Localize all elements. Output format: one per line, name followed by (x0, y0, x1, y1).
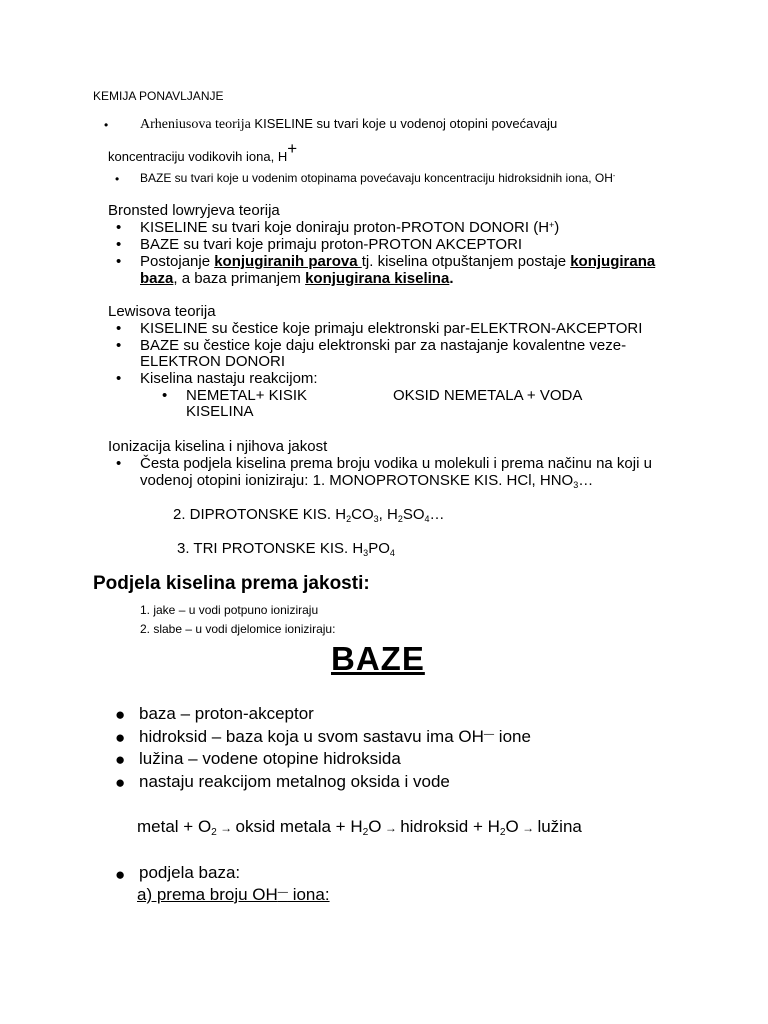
text: O (368, 817, 382, 836)
baze-item-2 (139, 727, 531, 747)
arrow: → (518, 821, 538, 835)
text: 2. DIPROTONSKE KIS. H (173, 506, 347, 523)
lewis-sub-item-reactants: NEMETAL+ KISIK (186, 387, 308, 404)
text: a) prema broju OH (137, 885, 278, 904)
bullet: • (104, 118, 109, 132)
ionization-item-1-line-1: Česta podjela kiselina prema broju vodika u molekuli i prema načinu na koji u (140, 455, 652, 472)
subscript: 4 (389, 547, 395, 558)
term-conjugate: konjugirana (570, 253, 656, 270)
arrhenius-line-2 (108, 139, 298, 166)
superscript: + (287, 139, 298, 159)
text: ione (494, 727, 531, 746)
superscript: — (483, 728, 495, 740)
superscript: + (549, 219, 555, 230)
baze-item-5: podjela baza: (139, 863, 241, 882)
reaction-equation (137, 817, 582, 837)
bronsted-item-2: BAZE su tvari koje primaju proton-PROTON AKCEPTORI (140, 236, 523, 253)
baze-sub-item-a (137, 885, 330, 905)
bronsted-item-1-end: ) (554, 219, 560, 236)
lewis-sub-item-acid: KISELINA (186, 403, 254, 420)
bullet: ● (115, 773, 126, 792)
bronsted-heading: Bronsted lowryjeva teorija (108, 202, 280, 219)
subscript: 3 (373, 513, 379, 524)
text: . (449, 270, 454, 287)
text: metal + O (137, 817, 212, 836)
triprotic-acids (177, 540, 395, 557)
text: oksid metala + H (235, 817, 363, 836)
text: hidroksid – baza koja u svom sastavu ima OH (139, 727, 484, 746)
text: Postojanje (140, 253, 215, 270)
term-conjugate-pairs: konjugiranih parova (214, 253, 362, 270)
bullet: ● (115, 865, 126, 884)
term-conjugate-acid: konjugirana kiselina (305, 270, 450, 287)
text: , a baza primanjem (173, 270, 306, 287)
bullet: ● (115, 705, 126, 724)
lewis-heading: Lewisova teorija (108, 303, 216, 320)
arrhenius-line-3 (140, 171, 615, 185)
text: iona: (287, 885, 330, 904)
bullet: • (116, 370, 122, 387)
bullet: • (116, 236, 122, 253)
arrhenius-line-3-text: BAZE su tvari koje u vodenim otopinama povećavaju koncentraciju hidroksidnih iona, OH (140, 171, 613, 185)
superscript: - (612, 171, 616, 181)
bullet: • (116, 219, 122, 236)
subscript: 2 (346, 513, 352, 524)
diprotic-acids (173, 506, 445, 523)
text: vodenoj otopini ioniziraju: 1. MONOPROTONSKE KIS. HCl, HNO (140, 472, 574, 489)
text: O (505, 817, 519, 836)
lewis-item-1: KISELINE su čestice koje primaju elektronski par-ELEKTRON-AKCEPTORI (140, 320, 643, 337)
lewis-sub-item-products: OKSID NEMETALA + VODA (393, 387, 583, 404)
arrow: → (381, 821, 401, 835)
strength-item-1: 1. jake – u vodi potpuno ioniziraju (140, 603, 319, 617)
baze-item-3: lužina – vodene otopine hidroksida (139, 749, 401, 768)
subscript: 3 (363, 547, 369, 558)
bullet: • (162, 387, 168, 404)
arrhenius-line-2-text: koncentraciju vodikovih iona, H (108, 149, 288, 164)
bullet: ● (115, 750, 126, 769)
arrow: → (216, 821, 236, 835)
text: tj. kiselina otpuštanjem postaje (361, 253, 571, 270)
bullet: ● (115, 728, 126, 747)
text: hidroksid + H (400, 817, 500, 836)
text: … (578, 472, 594, 489)
term-base: baza (140, 270, 174, 287)
text: … (429, 506, 445, 523)
bronsted-item-3-line-2 (140, 270, 453, 287)
text: lužina (537, 817, 582, 836)
document-title: KEMIJA PONAVLJANJE (93, 89, 224, 103)
bullet: • (115, 172, 120, 186)
superscript: — (277, 886, 288, 898)
bronsted-item-1-text: KISELINE su tvari koje doniraju proton-PROTON DONORI (H (140, 219, 550, 236)
arrhenius-theory-name: Arheniusova teorija (140, 117, 251, 132)
text: , H (378, 506, 398, 523)
arrhenius-text: KISELINE su tvari koje u vodenoj otopini povećavaju (254, 116, 558, 131)
baze-item-4: nastaju reakcijom metalnog oksida i vode (139, 772, 450, 791)
text: CO (351, 506, 374, 523)
lewis-item-2-line-1: BAZE su čestice koje daju elektronski par za nastajanje kovalentne veze- (140, 337, 627, 354)
ionization-item-1-line-2 (140, 472, 593, 489)
bronsted-item-3-line-1 (140, 253, 655, 270)
strength-heading: Podjela kiselina prema jakosti: (93, 573, 370, 594)
subscript: 2 (362, 827, 369, 839)
subscript: 4 (424, 513, 430, 524)
text: 3. TRI PROTONSKE KIS. H (177, 540, 364, 557)
text: SO (402, 506, 425, 523)
lewis-item-3: Kiselina nastaju reakcijom: (140, 370, 318, 387)
bullet: • (116, 455, 122, 472)
text: PO (368, 540, 390, 557)
subscript: 2 (499, 827, 506, 839)
ionization-heading: Ionizacija kiselina i njihova jakost (108, 438, 328, 455)
bullet: • (116, 253, 122, 270)
baze-title: BAZE (331, 640, 425, 677)
lewis-item-2-line-2: ELEKTRON DONORI (140, 353, 286, 370)
bullet: • (116, 320, 122, 337)
subscript: 3 (573, 479, 579, 490)
strength-item-2: 2. slabe – u vodi djelomice ioniziraju: (140, 622, 336, 636)
subscript: 2 (397, 513, 403, 524)
subscript: 2 (211, 827, 217, 839)
baze-item-1: baza – proton-akceptor (139, 704, 314, 723)
bullet: • (116, 337, 122, 354)
arrhenius-line-1 (140, 116, 557, 133)
bronsted-item-1 (140, 219, 559, 236)
